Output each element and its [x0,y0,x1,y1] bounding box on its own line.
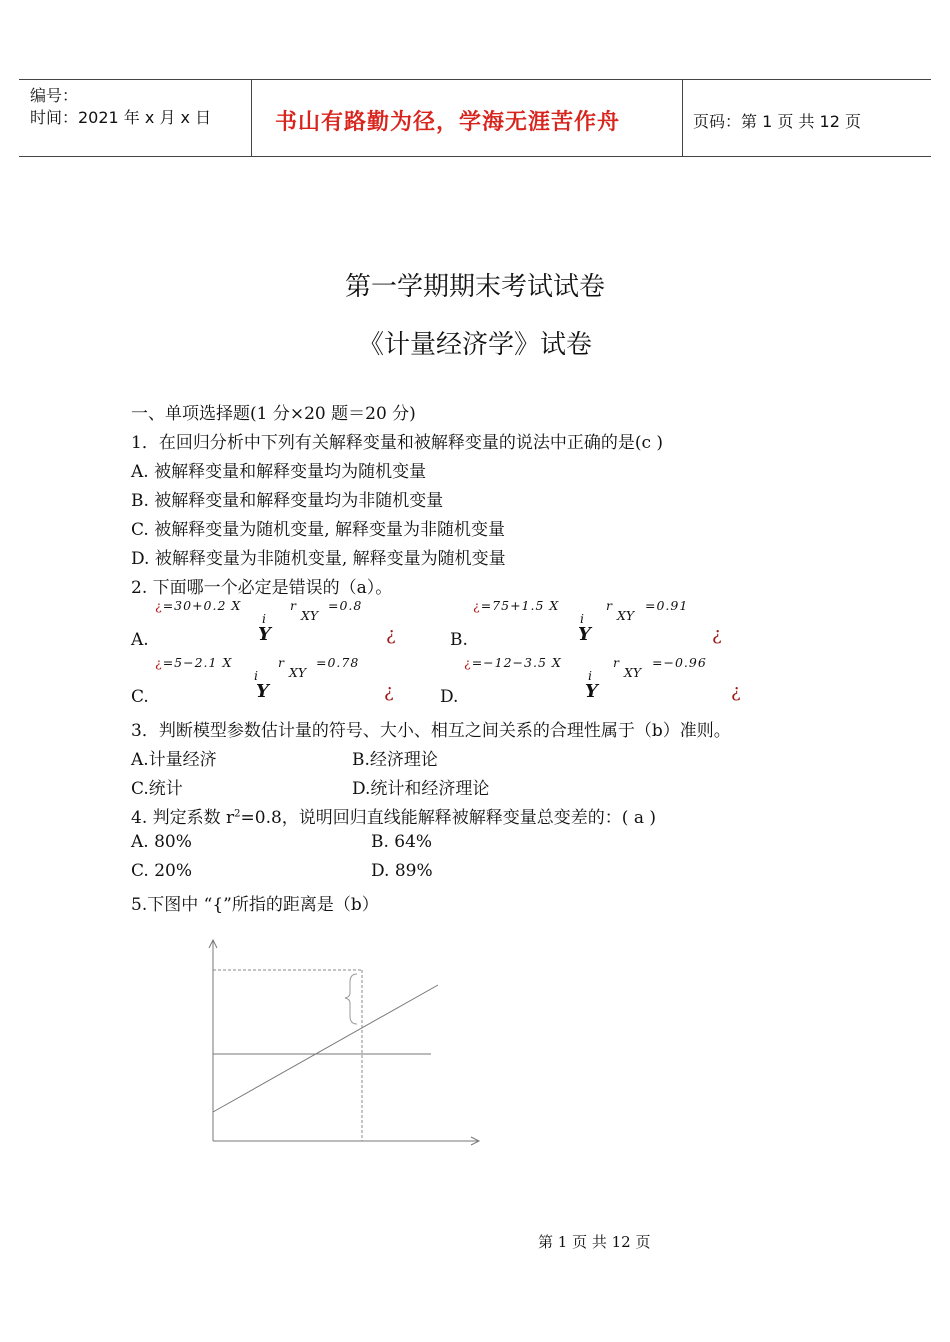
q4-option-d: D. 89% [371,861,433,881]
q2-b-equation: ¿=75+1.5 X [473,598,560,613]
q2-c-label: C. [131,687,149,707]
q2-stem: 2. 下面哪一个必定是错误的（a）。 [131,578,393,598]
q2-a-r-subscript: XY [301,608,319,623]
q2-a-label: A. [131,630,149,650]
q2-c-r-subscript: XY [289,665,307,680]
q2-a-y-symbol: Y [258,624,271,645]
q2-b-invalid-mark: ¿ [712,624,722,645]
q2-b-label: B. [450,630,468,650]
q2-a-invalid-mark: ¿ [386,624,396,645]
q2-d-invalid-mark: ¿ [731,681,741,702]
header-motto: 书山有路勤为径，学海无涯苦作舟 [275,110,621,135]
page-footer: 第 1 页 共 12 页 [538,1233,651,1251]
header-bottom-rule [19,156,931,157]
q1-option-a: A. 被解释变量和解释变量均为随机变量 [131,462,427,482]
q2-d-r-value: =−0.96 [652,655,707,670]
q2-c-correlation: r [278,655,285,670]
serial-number-label: 编号： [30,86,79,105]
exam-title: 第一学期期末考试试卷 [344,272,605,302]
q5-stem: 5.下图中 “{”所指的距离是（b） [131,895,379,915]
q2-a-x-subscript: i [262,611,266,626]
q2-b-r-subscript: XY [617,608,635,623]
q2-d-equation: ¿=−12−3.5 X [464,655,562,670]
q3-option-b: B.经济理论 [352,750,438,770]
q1-option-c: C. 被解释变量为随机变量, 解释变量为非随机变量 [131,520,506,540]
exam-subtitle: 《计量经济学》试卷 [357,330,592,360]
header-top-rule [19,79,931,80]
header-divider-left [251,79,252,157]
q2-d-x-subscript: i [588,668,592,683]
q2-d-r-subscript: XY [624,665,642,680]
q1-option-b: B. 被解释变量和解释变量均为非随机变量 [131,491,444,511]
q2-d-y-symbol: Y [585,681,598,702]
q2-c-y-symbol: Y [256,681,269,702]
q3-option-a: A.计量经济 [131,750,217,770]
q4-stem: 4. 判定系数 $r^2=0.8$，说明回归直线能解释被解释变量总变差的：( a ) [131,808,657,828]
q2-c-r-value: =0.78 [316,655,360,670]
regression-diagram [195,930,495,1160]
q2-a-r-value: =0.8 [328,598,363,613]
q2-a-equation: ¿=30+0.2 X [155,598,242,613]
q2-b-x-subscript: i [580,611,584,626]
header-divider-right [682,79,683,157]
q2-b-correlation: r [606,598,613,613]
page-indicator: 页码：第 1 页 共 12 页 [693,112,861,131]
q2-c-x-subscript: i [254,668,258,683]
q3-option-d: D.统计和经济理论 [352,779,490,799]
date-label: 时间：2021 年 x 月 x 日 [30,108,212,127]
section-heading: 一、单项选择题(1 分×20 题＝20 分) [131,404,416,424]
q3-stem: 3．判断模型参数估计量的符号、大小、相互之间关系的合理性属于（b）准则。 [131,721,731,741]
q4-option-c: C. 20% [131,861,192,881]
distance-brace [345,974,357,1024]
q2-a-correlation: r [290,598,297,613]
q2-c-equation: ¿=5−2.1 X [155,655,233,670]
regression-line [213,985,438,1112]
q2-b-r-value: =0.91 [645,598,689,613]
q1-stem: 1．在回归分析中下列有关解释变量和被解释变量的说法中正确的是(c ) [131,433,664,453]
q2-c-invalid-mark: ¿ [384,681,394,702]
q4-option-a: A. 80% [131,832,192,852]
q2-b-y-symbol: Y [578,624,591,645]
q2-d-label: D. [440,687,459,707]
q2-d-correlation: r [613,655,620,670]
q4-option-b: B. 64% [371,832,433,852]
q1-option-d: D. 被解释变量为非随机变量, 解释变量为随机变量 [131,549,506,569]
q3-option-c: C.统计 [131,779,183,799]
